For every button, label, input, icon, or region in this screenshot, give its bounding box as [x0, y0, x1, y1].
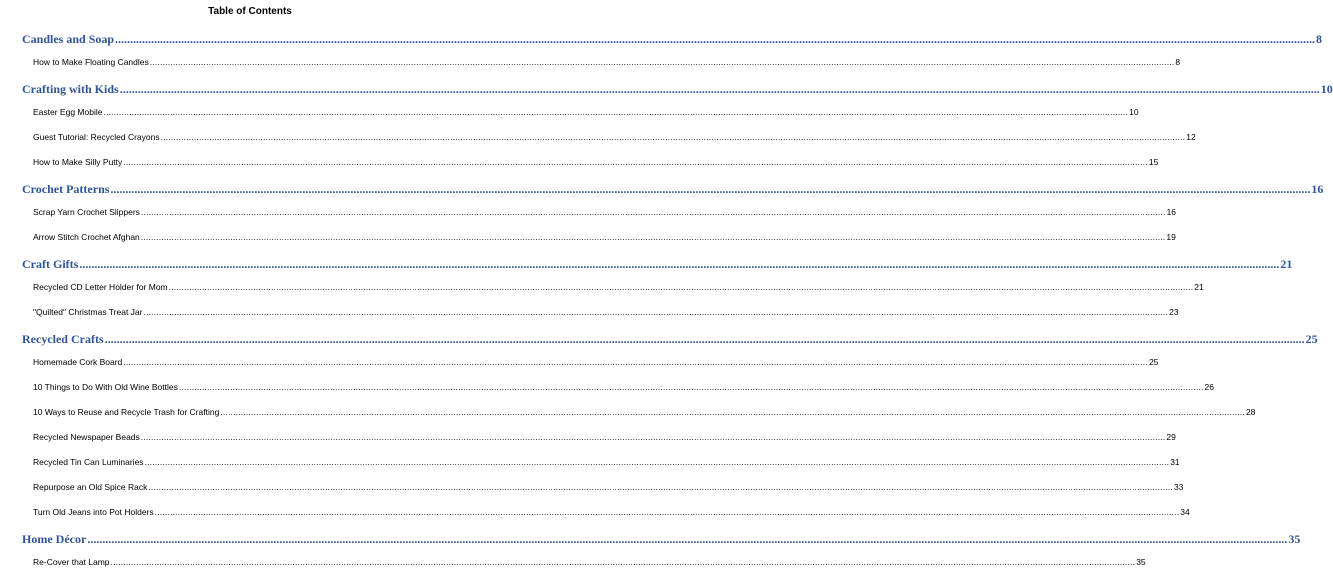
toc-entry[interactable]: [33, 307, 1179, 317]
entry-page-number: 23: [1169, 307, 1179, 317]
dot-leader: ................................................................................................................................................................................................................................................................................................................................................................................................................: [140, 207, 1166, 217]
entry-page-number: 25: [1148, 357, 1159, 367]
dot-leader: ................................................................................................................................................................................................................................................................................................................................................................................................................: [110, 557, 1136, 567]
toc-entry[interactable]: [33, 407, 1256, 417]
section-page-number: 21: [1280, 257, 1293, 271]
section-label: Candles and Soap: [22, 32, 115, 46]
section-label: Crochet Patterns: [22, 182, 110, 196]
entry-label: How to Make Floating Candles: [33, 57, 149, 67]
toc-entry[interactable]: [33, 482, 1184, 492]
entry-label: 10 Things to Do With Old Wine Bottles: [33, 382, 178, 392]
toc-section-heading[interactable]: [22, 32, 1323, 47]
entry-label: How to Make Silly Putty: [33, 157, 123, 167]
entry-label: Homemade Cork Board: [33, 357, 123, 367]
toc-entry[interactable]: [33, 232, 1176, 242]
entry-page-number: 16: [1166, 207, 1177, 217]
toc-entry[interactable]: [33, 457, 1180, 467]
dot-leader: ................................................................................................................................................................................................................................................................................................................................................................................................................: [160, 132, 1186, 142]
entry-page-number: 8: [1175, 57, 1181, 67]
toc-entry[interactable]: [33, 557, 1146, 567]
entry-label: Turn Old Jeans into Pot Holders: [33, 507, 154, 517]
entry-page-number: 21: [1194, 282, 1204, 292]
section-label: Home Décor: [22, 532, 87, 546]
entry-label: Scrap Yarn Crochet Slippers: [33, 207, 140, 217]
dot-leader: ................................................................................................................................................................................................................................................................................................................................................................................................................: [104, 332, 1305, 346]
toc-section-heading[interactable]: [22, 257, 1293, 272]
dot-leader: ................................................................................................................................................................................................................................................................................................................................................................................................................: [168, 282, 1194, 292]
dot-leader: ................................................................................................................................................................................................................................................................................................................................................................................................................: [178, 382, 1204, 392]
entry-label: Guest Tutorial: Recycled Crayons: [33, 132, 160, 142]
entry-page-number: 10: [1129, 107, 1139, 117]
section-label: Recycled Crafts: [22, 332, 104, 346]
entry-page-number: 34: [1180, 507, 1190, 517]
entry-page-number: 15: [1148, 157, 1159, 167]
entry-page-number: 26: [1204, 382, 1214, 392]
toc-entry[interactable]: [33, 357, 1159, 367]
section-page-number: 8: [1316, 32, 1323, 46]
entry-page-number: 19: [1166, 232, 1176, 242]
entry-label: "Quilted" Christmas Treat Jar: [33, 307, 143, 317]
dot-leader: ................................................................................................................................................................................................................................................................................................................................................................................................................: [110, 182, 1311, 196]
dot-leader: ................................................................................................................................................................................................................................................................................................................................................................................................................: [148, 482, 1173, 492]
toc-entry[interactable]: [33, 282, 1204, 292]
entry-label: Arrow Stitch Crochet Afghan: [33, 232, 140, 242]
toc-entry[interactable]: [33, 382, 1214, 392]
dot-leader: ................................................................................................................................................................................................................................................................................................................................................................................................................: [119, 82, 1320, 96]
toc-entry[interactable]: [33, 207, 1177, 217]
section-page-number: 10: [1320, 82, 1333, 96]
toc-entry[interactable]: [33, 432, 1176, 442]
toc-entry[interactable]: [33, 507, 1190, 517]
page-title: Table of Contents: [208, 6, 292, 17]
entry-page-number: 35: [1136, 557, 1146, 567]
entry-page-number: 29: [1166, 432, 1176, 442]
toc-entry[interactable]: [33, 57, 1181, 67]
dot-leader: ................................................................................................................................................................................................................................................................................................................................................................................................................: [140, 232, 1166, 242]
dot-leader: ................................................................................................................................................................................................................................................................................................................................................................................................................: [123, 157, 1148, 167]
toc-entry[interactable]: [33, 107, 1139, 117]
entry-label: Easter Egg Mobile: [33, 107, 103, 117]
toc-entry[interactable]: [33, 157, 1159, 167]
dot-leader: ................................................................................................................................................................................................................................................................................................................................................................................................................: [140, 432, 1166, 442]
dot-leader: ................................................................................................................................................................................................................................................................................................................................................................................................................: [143, 307, 1169, 317]
entry-page-number: 33: [1173, 482, 1184, 492]
section-page-number: 16: [1311, 182, 1324, 196]
toc-section-heading[interactable]: [22, 532, 1301, 547]
dot-leader: ................................................................................................................................................................................................................................................................................................................................................................................................................: [103, 107, 1129, 117]
dot-leader: ................................................................................................................................................................................................................................................................................................................................................................................................................: [220, 407, 1245, 417]
toc-section-heading[interactable]: [22, 332, 1318, 347]
section-label: Craft Gifts: [22, 257, 79, 271]
dot-leader: ................................................................................................................................................................................................................................................................................................................................................................................................................: [149, 57, 1175, 67]
entry-label: Recycled Newspaper Beads: [33, 432, 140, 442]
entry-label: Re-Cover that Lamp: [33, 557, 110, 567]
dot-leader: ................................................................................................................................................................................................................................................................................................................................................................................................................: [87, 532, 1288, 546]
dot-leader: ................................................................................................................................................................................................................................................................................................................................................................................................................: [154, 507, 1180, 517]
dot-leader: ................................................................................................................................................................................................................................................................................................................................................................................................................: [123, 357, 1148, 367]
dot-leader: ................................................................................................................................................................................................................................................................................................................................................................................................................: [115, 32, 1316, 46]
entry-page-number: 28: [1245, 407, 1256, 417]
dot-leader: ................................................................................................................................................................................................................................................................................................................................................................................................................: [79, 257, 1280, 271]
section-label: Crafting with Kids: [22, 82, 119, 96]
entry-label: Recycled Tin Can Luminaries: [33, 457, 144, 467]
section-page-number: 35: [1288, 532, 1301, 546]
entry-label: 10 Ways to Reuse and Recycle Trash for Crafting: [33, 407, 220, 417]
section-page-number: 25: [1305, 332, 1318, 346]
toc-section-heading[interactable]: [22, 82, 1333, 97]
entry-label: Recycled CD Letter Holder for Mom: [33, 282, 168, 292]
dot-leader: ................................................................................................................................................................................................................................................................................................................................................................................................................: [144, 457, 1170, 467]
toc-entry[interactable]: [33, 132, 1196, 142]
entry-label: Repurpose an Old Spice Rack: [33, 482, 148, 492]
entry-page-number: 12: [1186, 132, 1196, 142]
entry-page-number: 31: [1170, 457, 1180, 467]
toc-section-heading[interactable]: [22, 182, 1324, 197]
